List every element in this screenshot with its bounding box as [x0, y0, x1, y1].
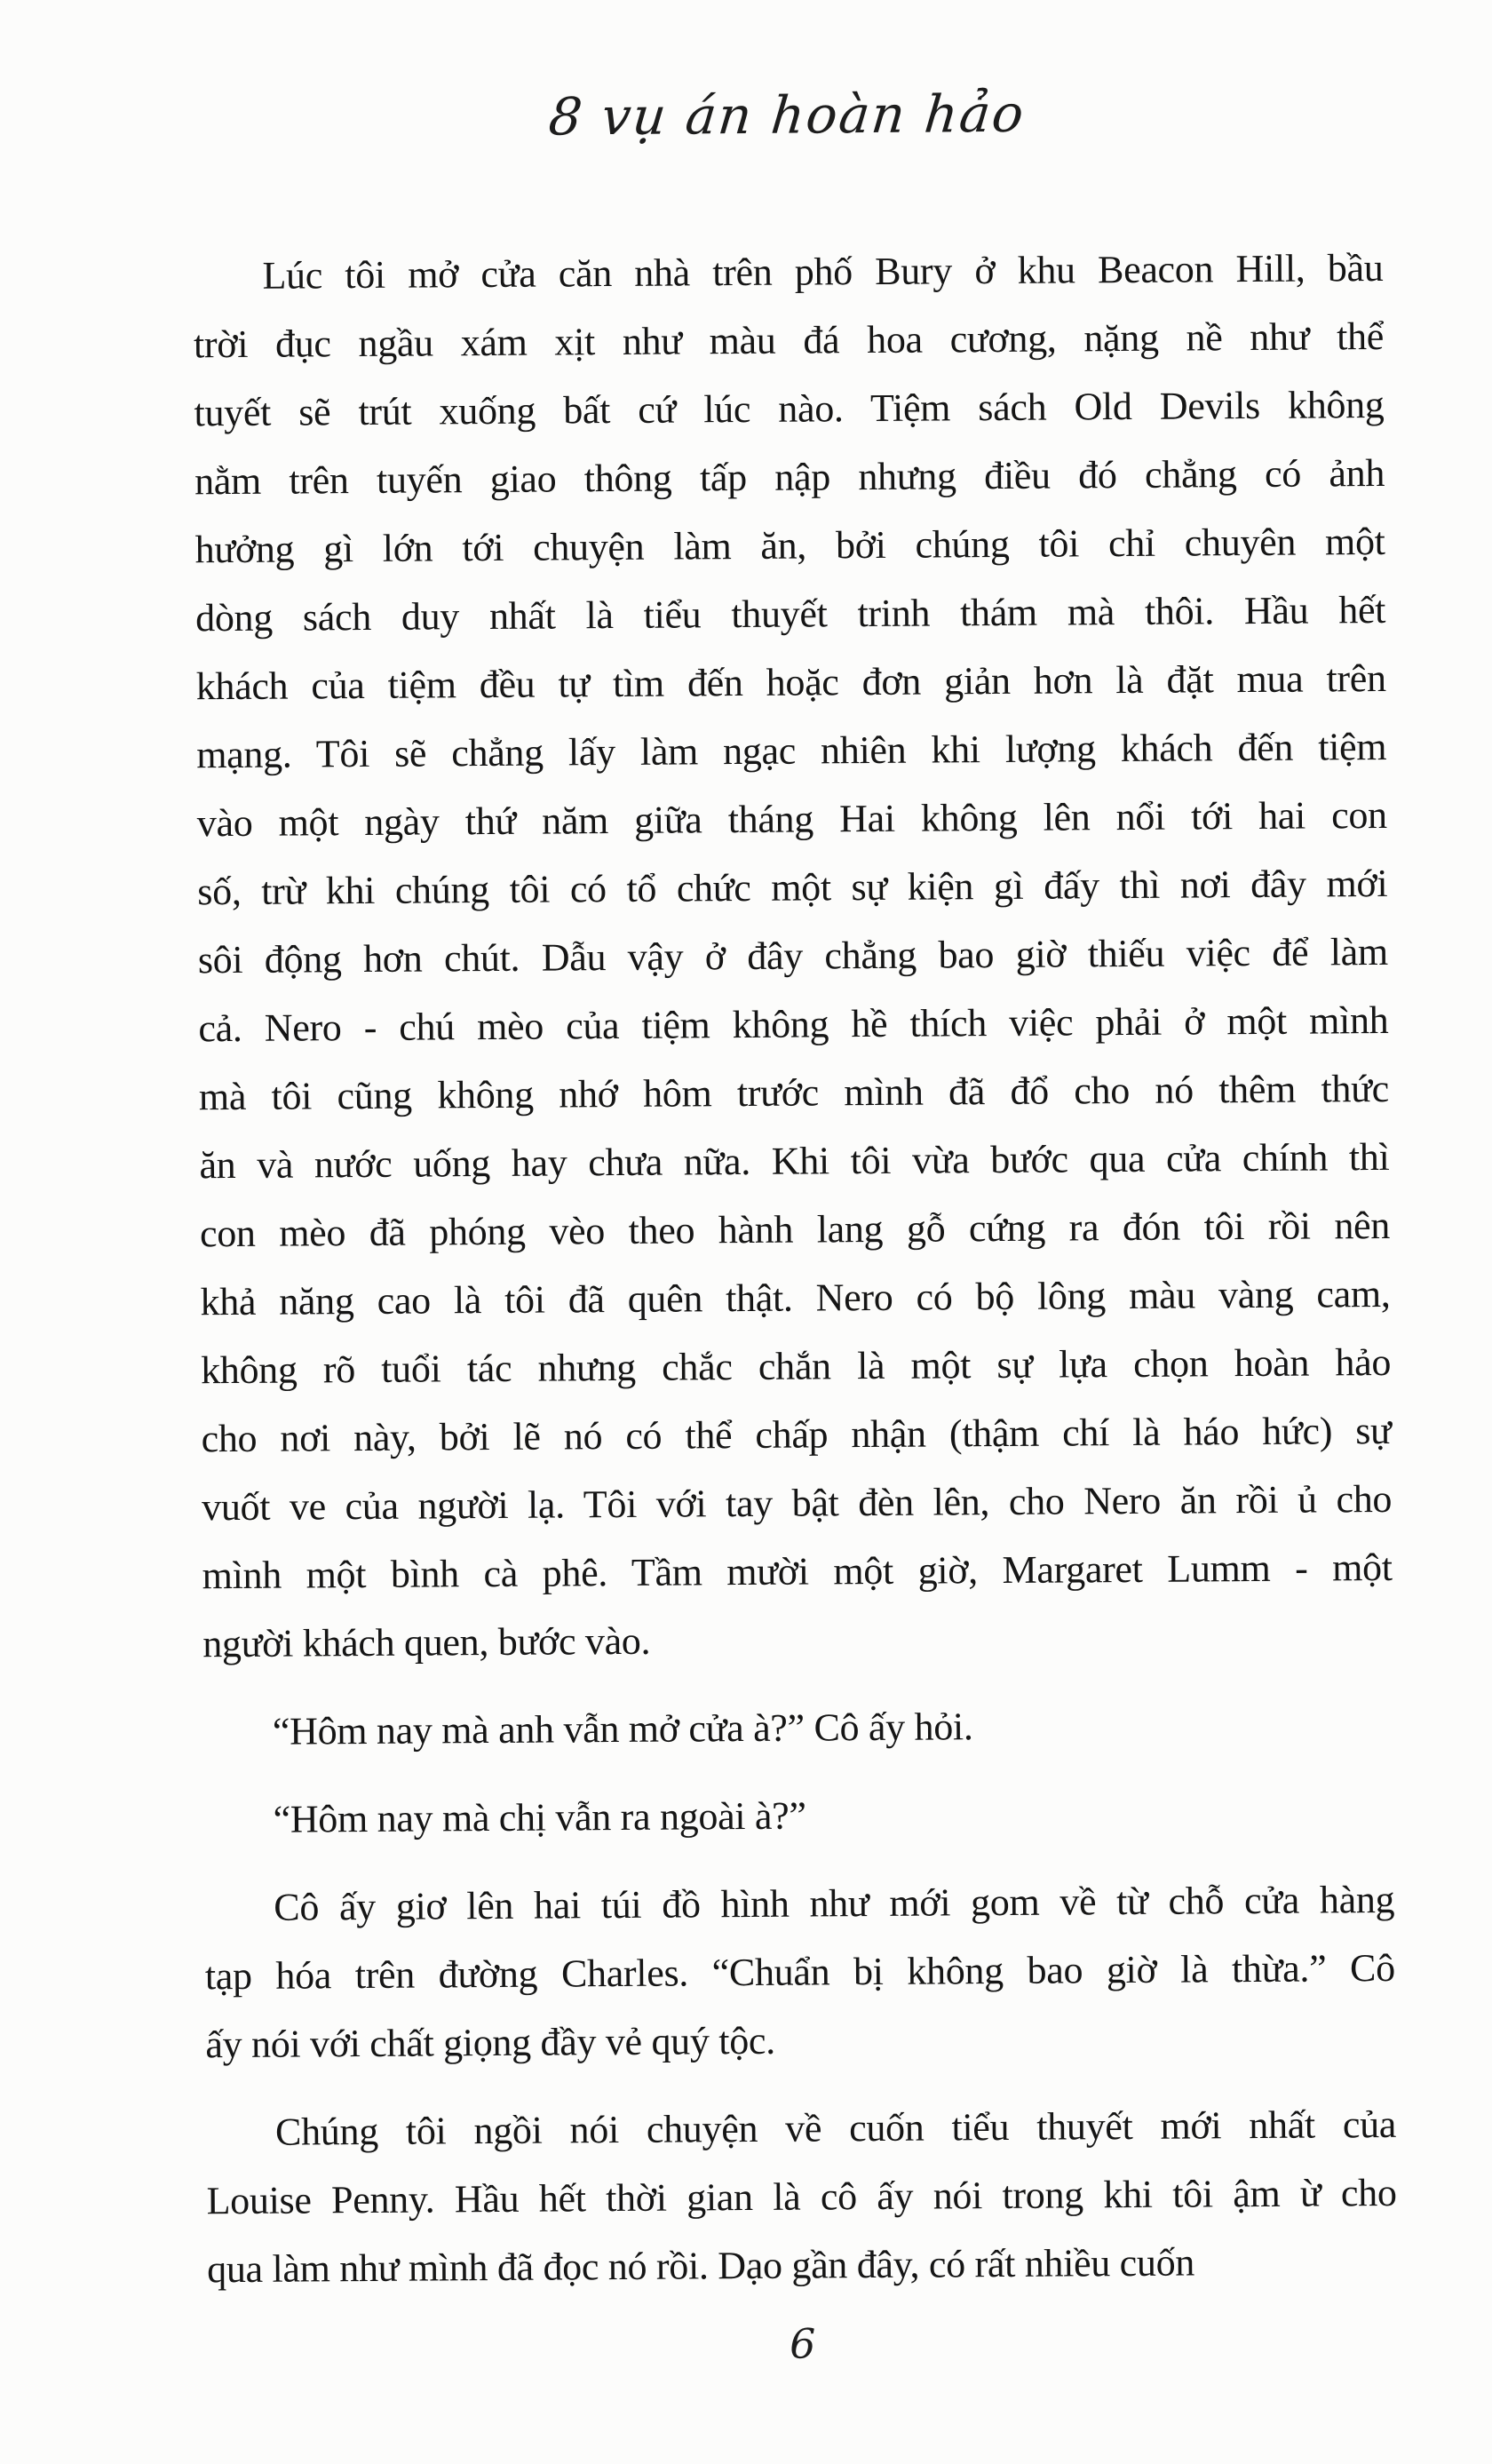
text-line: “Hôm nay mà anh vẫn mở cửa à?” Cô ấy hỏi. [272, 1705, 973, 1753]
text-line: mà tôi cũng không nhớ hôm trước mình đã đổ cho nó thêm thức [198, 1066, 1390, 1119]
text-line: trời đục ngầu xám xịt như màu đá hoa cương, nặng nề như thể [193, 314, 1385, 367]
text-line: Lúc tôi mở cửa căn nhà trên phố Bury ở khu Beacon Hill, bầu [262, 245, 1384, 298]
paragraph [203, 1689, 1394, 1766]
text-line: khách của tiệm đều tự tìm đến hoặc đơn giản hơn là đặt mua trên [195, 656, 1386, 709]
text-line: mình một bình cà phê. Tầm mười một giờ, Margaret Lumm - một [202, 1545, 1393, 1598]
text-line: Chúng tôi ngồi nói chuyện về cuốn tiểu thuyết mới nhất của [274, 2102, 1397, 2154]
text-line: Louise Penny. Hầu hết thời gian là cô ấy nói trong khi tôi ậm ừ cho [206, 2170, 1397, 2223]
text-line: nằm trên tuyến giao thông tấp nập nhưng điều đó chẳng có ảnh [194, 450, 1385, 504]
paragraph [206, 2090, 1398, 2303]
text-line: tạp hóa trên đường Charles. “Chuẩn bị không bao giờ là thừa.” Cô [204, 1945, 1395, 1999]
text-line: tuyết sẽ trút xuống bất cứ lúc nào. Tiệm sách Old Devils không [194, 382, 1385, 435]
text-line: Cô ấy giơ lên hai túi đồ hình như mới gom về từ chỗ cửa hàng [274, 1877, 1395, 1929]
paragraph [193, 234, 1393, 1678]
text-line: số, trừ khi chúng tôi có tổ chức một sự kiện gì đấy thì nơi đây mới [197, 861, 1388, 914]
text-line: con mèo đã phóng vèo theo hành lang gỗ cứng ra đón tôi rồi nên [199, 1203, 1391, 1256]
body-text [193, 234, 1397, 2303]
text-line: người khách quen, bước vào. [202, 1618, 651, 1666]
text-line: vuốt ve của người lạ. Tôi với tay bật đèn lên, cho Nero ăn rồi ủ cho [201, 1476, 1393, 1530]
text-line: ăn và nước uống hay chưa nữa. Khi tôi vừa bước qua cửa chính thì [199, 1134, 1390, 1188]
text-line: sôi động hơn chút. Dẫu vậy ở đây chẳng bao giờ thiếu việc để làm [197, 929, 1389, 982]
running-header-title: 8 vụ án hoàn hảo [546, 83, 1028, 147]
paragraph [203, 1777, 1394, 1854]
text-line: mạng. Tôi sẽ chẳng lấy làm ngạc nhiên khi lượng khách đến tiệm [196, 724, 1387, 777]
page-number: 6 [789, 2319, 816, 2368]
text-line: khả năng cao là tôi đã quên thật. Nero có bộ lông màu vàng cam, [200, 1271, 1391, 1324]
paragraph [204, 1865, 1396, 2079]
text-line: cho nơi này, bởi lẽ nó có thể chấp nhận (thậm chí là háo hức) sự [201, 1408, 1392, 1461]
text-line: dòng sách duy nhất là tiểu thuyết trinh thám mà thôi. Hầu hết [195, 587, 1386, 640]
text-line: không rõ tuổi tác nhưng chắc chắn là một sự lựa chọn hoàn hảo [200, 1339, 1392, 1393]
text-line: ấy nói với chất giọng đầy vẻ quý tộc. [205, 2018, 776, 2067]
text-line: cả. Nero - chú mèo của tiệm không hề thích việc phải ở một mình [198, 998, 1389, 1051]
text-line: vào một ngày thứ năm giữa tháng Hai không lên nổi tới hai con [196, 792, 1387, 846]
text-line: “Hôm nay mà chị vẫn ra ngoài à?” [273, 1793, 806, 1841]
text-line: hưởng gì lớn tới chuyện làm ăn, bởi chúng tôi chỉ chuyên một [194, 519, 1385, 572]
text-line: qua làm như mình đã đọc nó rồi. Dạo gần đây, có rất nhiều cuốn [206, 2240, 1195, 2292]
